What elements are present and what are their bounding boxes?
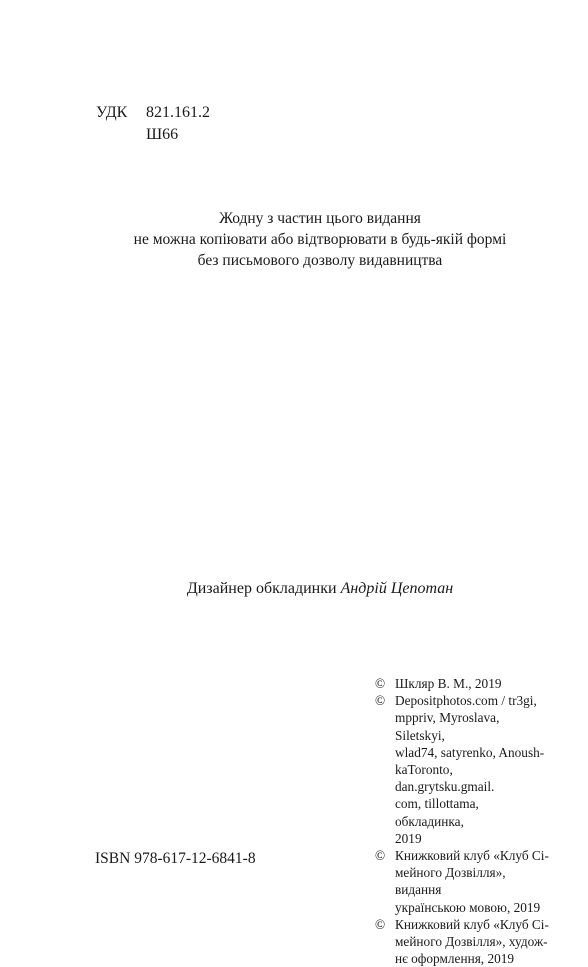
copyright-item	[375, 692, 550, 847]
udk-code: 821.161.2	[146, 104, 210, 121]
copyright-notice	[100, 208, 540, 271]
cover-designer-credit	[150, 580, 490, 598]
copyright-symbol: ©	[375, 693, 386, 709]
copyright-item	[375, 675, 550, 692]
udk-label: УДК	[96, 104, 128, 121]
copyright-line: com, tillottama, обкладинка,	[395, 796, 479, 829]
copyright-line: 2019	[395, 830, 422, 846]
notice-line: Жодну з частин цього видання	[219, 210, 421, 227]
copyright-item	[375, 847, 550, 916]
udk-row	[96, 102, 210, 124]
copyright-line: kaToronto, dan.grytsku.gmail.	[395, 762, 495, 795]
copyright-line: wlad74, satyrenko, Anoush-	[395, 744, 545, 760]
udk-block	[96, 102, 210, 146]
udk-spacer	[96, 124, 146, 146]
copyright-item	[375, 916, 550, 967]
designer-label: Дизайнер обкладинки	[186, 580, 337, 597]
isbn: ISBN 978-617-12-6841-8	[95, 850, 256, 867]
notice-line: не можна копіювати або відтворювати в будь-якій формі	[133, 231, 507, 248]
author-mark: Ш66	[146, 126, 179, 143]
copyright-text	[395, 692, 550, 847]
copyright-text	[395, 916, 550, 967]
designer-name: Андрій Цепотан	[340, 580, 454, 597]
copyright-list	[375, 675, 550, 967]
copyright-line: Depositphotos.com / tr3gi,	[395, 693, 537, 709]
copyright-line: Книжковий клуб «Клуб Сі-	[395, 848, 549, 864]
copyright-line: Книжковий клуб «Клуб Сі-	[395, 916, 549, 932]
copyright-symbol: ©	[375, 676, 386, 691]
copyright-text	[395, 675, 550, 692]
copyright-line: нє оформлення, 2019	[395, 951, 515, 967]
copyright-line: мейного Дозвілля», видання	[395, 865, 506, 898]
copyright-text	[395, 847, 550, 916]
copyright-symbol: ©	[375, 916, 386, 932]
copyright-symbol: ©	[375, 848, 386, 864]
copyright-line: мейного Дозвілля», худож-	[395, 934, 548, 950]
copyright-line: Шкляр В. М., 2019	[395, 676, 502, 691]
copyright-line: українською мовою, 2019	[395, 899, 541, 915]
notice-line: без письмового дозволу видавництва	[197, 252, 443, 269]
author-mark-row	[96, 124, 210, 146]
copyright-line: mppriv, Myroslava, Siletskyi,	[395, 710, 500, 743]
